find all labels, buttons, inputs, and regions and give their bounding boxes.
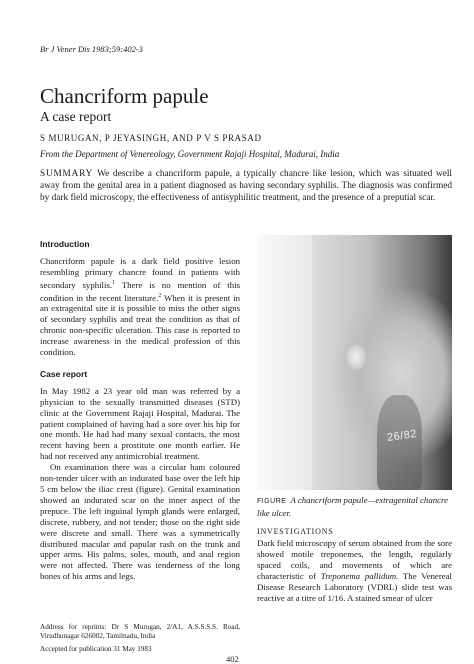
article-title: Chancriform papule bbox=[40, 84, 209, 108]
ulcer-lesion bbox=[345, 343, 367, 371]
investigations-paragraph: Dark field microscopy of serum obtained from the sore showed motile treponemes, the length, regularly spaced coils, and movements of which are characteristic of Treponema pallidum. The Venereal Disease Research Laboratory (VDRL) slide test was reactive at a titre of 1/16. A stained smear of ulcer bbox=[257, 538, 452, 603]
journal-reference: Br J Vener Dis 1983;59:402-3 bbox=[40, 44, 143, 54]
figure-caption-label: FIGURE bbox=[257, 498, 287, 505]
investigations-heading: INVESTIGATIONS bbox=[257, 527, 334, 536]
photo-specimen-label: 26/82 bbox=[386, 427, 418, 445]
acceptance-date: Accepted for publication 31 May 1983 bbox=[40, 644, 152, 653]
affiliation: From the Department of Venereology, Government Rajaji Hospital, Madurai, India bbox=[40, 149, 340, 159]
summary-text: We describe a chancriform papule, a typically chancre like lesion, which was situated well away from the genital area in a patient diagnosed as having secondary syphilis. The diagnosis was confirmed by dark field microscopy, the effectiveness of antisyphilitic treatment, and the presence of a preputial scar. bbox=[40, 169, 452, 203]
summary-label: SUMMARY bbox=[40, 169, 94, 179]
footnote-block bbox=[40, 623, 240, 653]
figure-caption-text: A chancriform papule—extragenital chancre like ulcer. bbox=[257, 495, 449, 518]
left-column bbox=[40, 239, 240, 582]
figure-photograph bbox=[257, 235, 452, 490]
page-number: 402 bbox=[226, 654, 239, 664]
case-report-heading: Case report bbox=[40, 368, 88, 379]
case-report-paragraph-2: On examination there was a circular ham coloured non-tender ulcer with an indurated base over the left hip 5 cm below the iliac crest (figure). Genital examination showed an indurated scar on the inner aspect of the prepuce. The left inguinal lymph glands were enlarged, discrete, rubbery, and not tender; those on the right side were discrete and small. There was a symmetrically distributed macular and papular rash on the trunk and upper arms. His palms, soles, mouth, and anal region were not affected. There was tenderness of the long bones of his arms and legs. bbox=[40, 462, 240, 582]
figure-caption bbox=[257, 495, 452, 519]
case-report-paragraph-1: In May 1982 a 23 year old man was referred by a physician to the sexually transmitted diseases (STD) clinic at the Government Rajaji Hospital, Madurai. The patient complained of having had a sore over his hip for one month. He had had many sexual contacts, the most recent having been a prostitute one month earlier. He had not received any antimicrobial treatment. bbox=[40, 385, 240, 462]
photo-background bbox=[257, 235, 312, 490]
introduction-heading: Introduction bbox=[40, 239, 90, 249]
reprint-address: Address for reprints: Dr S Murugan, 2/A1, A.S.S.S.S. Road, Virudhunagar 626002, Tamilnadu, India bbox=[40, 623, 240, 640]
introduction-paragraph: Chancriform papule is a dark field positive lesion resembling primary chancre found in patients with secondary syphilis.$^1$ There is no mention of this condition in the recent literature.$^2$ When it is present in an extragenital site it is possible to miss the other signs of secondary syphilis and treat the condition as that of chronic non-specific ulceration. This case is reported to increase awareness in the medical profession of this condition. bbox=[40, 255, 241, 357]
author-list: S MURUGAN, P JEYASINGH, AND P V S PRASAD bbox=[40, 133, 262, 143]
summary-paragraph bbox=[40, 169, 452, 204]
photo-shadow bbox=[377, 395, 422, 490]
article-subtitle: A case report bbox=[40, 109, 112, 124]
